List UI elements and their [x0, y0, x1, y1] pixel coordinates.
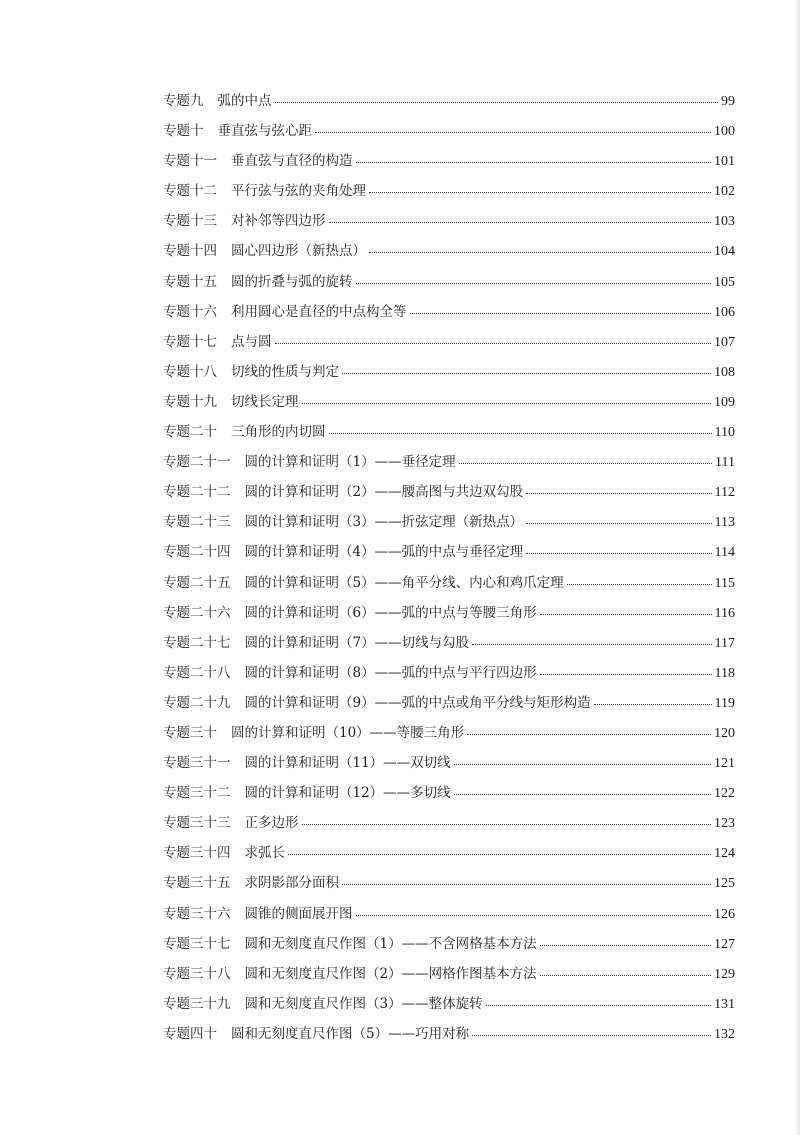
toc-dot-leader [369, 191, 711, 193]
toc-dot-leader [540, 974, 711, 976]
toc-entry-title: 垂直弦与直径的构造 [231, 153, 353, 170]
toc-entry-title: 圆的计算和证明（4）——弧的中点与垂径定理 [244, 544, 524, 561]
toc-entry-page-number: 121 [714, 756, 735, 772]
toc-entry-title: 圆的计算和证明（7）——切线与勾股 [244, 634, 470, 651]
toc-entry-label: 专题十九 [163, 393, 217, 410]
toc-entry[interactable] [163, 452, 735, 482]
toc-entry-label: 专题三十六 [163, 905, 231, 922]
toc-entry-label: 专题十三 [163, 213, 217, 230]
toc-entry-title: 圆心四边形（新热点） [231, 243, 366, 260]
toc-entry-page-number: 100 [714, 124, 735, 140]
toc-dot-leader [356, 914, 712, 916]
toc-entry[interactable] [163, 1024, 735, 1054]
toc-dot-leader [369, 251, 711, 253]
toc-entry-page-number: 119 [714, 695, 735, 711]
toc-entry-page-number: 101 [714, 154, 735, 170]
toc-dot-leader [329, 221, 712, 223]
toc-entry-title: 圆和无刻度直尺作图（5）——巧用对称 [231, 1025, 470, 1042]
toc-dot-leader [329, 432, 712, 434]
toc-dot-leader [275, 342, 712, 344]
toc-entry-page-number: 103 [714, 214, 735, 230]
toc-entry-label: 专题二十九 [163, 694, 231, 711]
toc-entry-title: 圆锥的侧面展开图 [244, 905, 353, 922]
toc-dot-leader [540, 673, 712, 675]
toc-entry[interactable] [163, 934, 735, 964]
toc-entry-title: 圆的计算和证明（12）——多切线 [244, 785, 451, 802]
toc-entry-page-number: 111 [715, 455, 735, 471]
toc-entry-label: 专题四十 [163, 1025, 217, 1042]
toc-entry-page-number: 131 [714, 996, 735, 1012]
toc-entry-page-number: 109 [714, 394, 735, 410]
toc-entry-label: 专题二十一 [163, 454, 231, 471]
toc-entry[interactable] [163, 964, 735, 994]
toc-dot-leader [288, 853, 711, 855]
toc-dot-leader [526, 492, 711, 494]
toc-entry-label: 专题十八 [163, 363, 217, 380]
toc-entry-page-number: 123 [714, 816, 735, 832]
toc-entry-title: 三角形的内切圆 [231, 424, 326, 441]
toc-dot-leader [302, 823, 712, 825]
toc-entry-title: 正多边形 [244, 815, 299, 832]
toc-dot-leader [342, 372, 711, 374]
toc-entry[interactable] [163, 873, 735, 903]
toc-entry-label: 专题三十一 [163, 755, 231, 772]
toc-entry-title: 平行弦与弦的夹角处理 [231, 183, 366, 200]
toc-entry[interactable] [163, 241, 735, 271]
toc-dot-leader [486, 1004, 711, 1006]
toc-entry-label: 专题三十二 [163, 785, 231, 802]
toc-entry-title: 圆的折叠与弧的旋转 [231, 273, 353, 290]
toc-entry[interactable] [163, 482, 735, 512]
toc-dot-leader [275, 101, 719, 103]
toc-entry-title: 对补邻等四边形 [231, 213, 326, 230]
toc-dot-leader [594, 703, 712, 705]
toc-dot-leader [410, 312, 712, 314]
toc-entry-label: 专题十一 [163, 153, 217, 170]
toc-entry-label: 专题三十 [163, 724, 217, 741]
toc-entry-label: 专题二十二 [163, 484, 231, 501]
toc-entry[interactable] [163, 91, 735, 121]
toc-dot-leader [454, 793, 711, 795]
toc-entry[interactable] [163, 783, 735, 813]
toc-entry[interactable] [163, 813, 735, 843]
toc-dot-leader [356, 161, 712, 163]
toc-entry[interactable] [163, 573, 735, 603]
toc-entry[interactable] [163, 392, 735, 422]
toc-dot-leader [472, 1034, 711, 1036]
toc-entry-title: 弧的中点 [217, 93, 272, 109]
toc-dot-leader [567, 583, 712, 585]
toc-entry[interactable] [163, 422, 735, 452]
toc-entry[interactable] [163, 994, 735, 1024]
toc-entry-page-number: 113 [714, 515, 735, 531]
toc-entry[interactable] [163, 211, 735, 241]
toc-entry-title: 切线长定理 [231, 393, 299, 410]
toc-entry-label: 专题十四 [163, 243, 217, 260]
toc-entry-page-number: 126 [714, 906, 735, 922]
toc-dot-leader [459, 462, 712, 464]
toc-entry-page-number: 112 [714, 485, 735, 501]
toc-entry-title: 圆和无刻度直尺作图（1）——不含网格基本方法 [244, 935, 537, 952]
toc-dot-leader [315, 131, 711, 133]
toc-entry-page-number: 117 [714, 635, 735, 651]
toc-dot-leader [540, 613, 712, 615]
toc-entry-title: 圆的计算和证明（10）——等腰三角形 [231, 724, 465, 741]
toc-entry-title: 圆的计算和证明（3）——折弦定理（新热点） [244, 514, 524, 531]
toc-entry-label: 专题十七 [163, 333, 217, 350]
toc-entry-title: 利用圆心是直径的中点构全等 [231, 303, 407, 320]
toc-entry-label: 专题二十 [163, 424, 217, 441]
toc-entry-title: 圆和无刻度直尺作图（2）——网格作图基本方法 [244, 965, 537, 982]
toc-entry[interactable] [163, 362, 735, 392]
toc-entry[interactable] [163, 633, 735, 663]
toc-entry-title: 垂直弦与弦心距 [217, 123, 312, 140]
toc-entry-page-number: 132 [714, 1026, 735, 1042]
toc-entry-page-number: 104 [714, 244, 735, 260]
toc-entry[interactable] [163, 272, 735, 302]
toc-entry-title: 圆的计算和证明（6）——弧的中点与等腰三角形 [244, 604, 537, 621]
toc-entry-title: 圆的计算和证明（8）——弧的中点与平行四边形 [244, 664, 537, 681]
toc-entry-title: 圆的计算和证明（9）——弧的中点或角平分线与矩形构造 [244, 694, 591, 711]
toc-entry-page-number: 118 [714, 665, 735, 681]
toc-entry-label: 专题二十六 [163, 604, 231, 621]
toc-entry-page-number: 122 [714, 786, 735, 802]
toc-entry-title: 求弧长 [244, 845, 285, 862]
toc-entry-page-number: 107 [714, 334, 735, 350]
toc-entry-label: 专题二十五 [163, 574, 231, 591]
toc-entry[interactable] [163, 663, 735, 693]
toc-entry-title: 圆的计算和证明（1）——垂径定理 [244, 454, 456, 471]
toc-dot-leader [540, 944, 711, 946]
toc-entry-title: 切线的性质与判定 [231, 363, 339, 380]
toc-entry-label: 专题十二 [163, 183, 217, 200]
toc-entry-label: 专题十五 [163, 273, 217, 290]
toc-entry[interactable] [163, 332, 735, 362]
toc-entry-label: 专题二十八 [163, 664, 231, 681]
toc-entry-page-number: 124 [714, 846, 735, 862]
toc-entry-label: 专题三十四 [163, 845, 231, 862]
toc-dot-leader [454, 763, 711, 765]
toc-entry-page-number: 114 [714, 545, 735, 561]
page-edge-shadow [794, 0, 800, 1135]
toc-entry[interactable] [163, 843, 735, 873]
toc-entry-title: 圆的计算和证明（11）——双切线 [244, 755, 451, 772]
toc-entry-page-number: 99 [721, 94, 735, 109]
toc-dot-leader [526, 522, 711, 524]
toc-entry[interactable] [163, 904, 735, 934]
toc-entry-label: 专题九 [163, 93, 204, 109]
toc-entry-label: 专题三十七 [163, 935, 231, 952]
toc-entry-label: 专题三十八 [163, 965, 231, 982]
toc-entry-label: 专题十六 [163, 303, 217, 320]
toc-entry[interactable] [163, 121, 735, 151]
toc-entry[interactable] [163, 753, 735, 783]
toc-entry-title: 求阴影部分面积 [244, 875, 339, 892]
toc-entry-label: 专题三十五 [163, 875, 231, 892]
toc-entry[interactable] [163, 693, 735, 723]
toc-entry-page-number: 120 [714, 725, 735, 741]
toc-dot-leader [356, 282, 712, 284]
toc-entry-title: 圆的计算和证明（5）——角平分线、内心和鸡爪定理 [244, 574, 564, 591]
toc-entry[interactable] [163, 151, 735, 181]
toc-entry[interactable] [163, 603, 735, 633]
toc-entry-page-number: 108 [714, 364, 735, 380]
toc-entry-title: 圆的计算和证明（2）——腰高图与共边双勾股 [244, 484, 524, 501]
toc-entry-page-number: 110 [714, 425, 735, 441]
toc-entry-page-number: 106 [714, 304, 735, 320]
toc-dot-leader [302, 402, 712, 404]
toc-dot-leader [526, 552, 711, 554]
toc-entry[interactable] [163, 723, 735, 753]
toc-entry-title: 圆和无刻度直尺作图（3）——整体旋转 [244, 995, 483, 1012]
toc-entry[interactable] [163, 542, 735, 572]
toc-entry[interactable] [163, 302, 735, 332]
toc-entry[interactable] [163, 181, 735, 211]
toc-dot-leader [472, 643, 711, 645]
toc-entry-label: 专题二十三 [163, 514, 231, 531]
toc-entry[interactable] [163, 512, 735, 542]
toc-entry-page-number: 115 [714, 575, 735, 591]
toc-entry-label: 专题三十三 [163, 815, 231, 832]
toc-entry-page-number: 127 [714, 936, 735, 952]
toc-entry-page-number: 125 [714, 876, 735, 892]
toc-entry-page-number: 129 [714, 966, 735, 982]
toc-dot-leader [467, 733, 711, 735]
table-of-contents [163, 91, 735, 1054]
toc-dot-leader [342, 883, 711, 885]
toc-entry-title: 点与圆 [231, 333, 272, 350]
toc-entry-label: 专题十 [163, 123, 204, 140]
toc-entry-page-number: 102 [714, 184, 735, 200]
toc-entry-label: 专题三十九 [163, 995, 231, 1012]
toc-entry-page-number: 105 [714, 274, 735, 290]
toc-entry-page-number: 116 [714, 605, 735, 621]
toc-entry-label: 专题二十七 [163, 634, 231, 651]
toc-entry-label: 专题二十四 [163, 544, 231, 561]
